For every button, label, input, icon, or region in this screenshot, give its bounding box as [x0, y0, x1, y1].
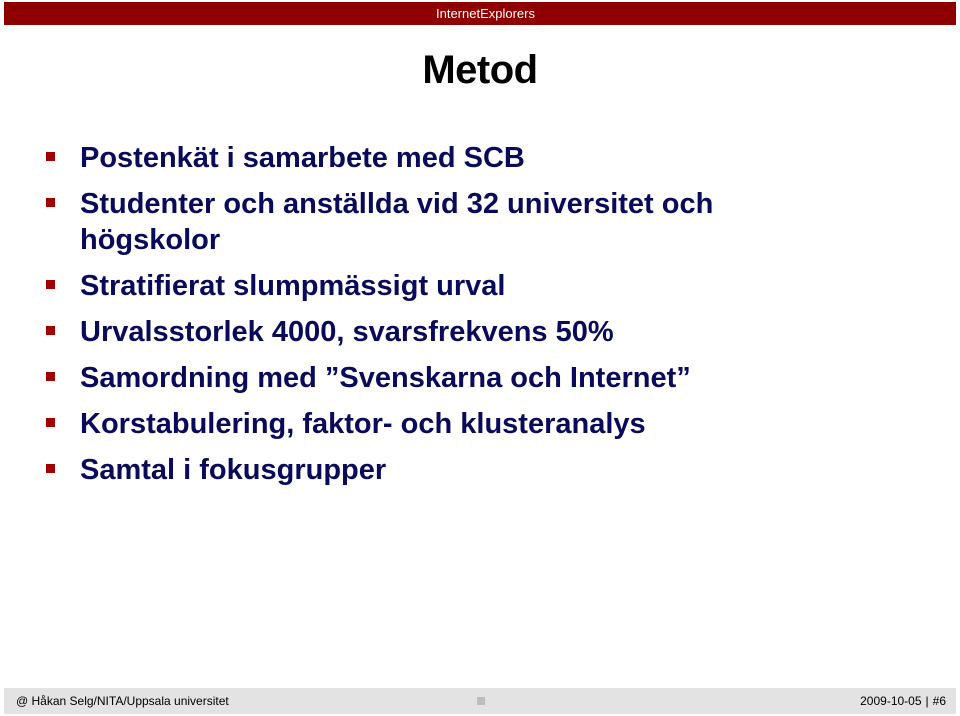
square-bullet-icon [46, 198, 55, 207]
slide-title: Metod [422, 48, 538, 92]
square-bullet-icon [46, 464, 55, 473]
square-bullet-icon [46, 152, 55, 161]
footer-separator: | [925, 694, 929, 708]
bullet-item [44, 268, 904, 304]
bullet-text: Studenter och anställda vid 32 universitet och högskolor [80, 188, 714, 256]
bullet-text: Postenkät i samarbete med SCB [80, 142, 525, 174]
footer-author: @ Håkan Selg/NITA/Uppsala universitet [16, 694, 229, 708]
footer-date: 2009-10-05 [860, 694, 922, 708]
bullet-text: Korstabulering, faktor- och klusteranalys [80, 408, 646, 440]
header-bar-title: InternetExplorers [436, 6, 535, 21]
footer-slide-number: #6 [932, 694, 946, 708]
square-bullet-icon [46, 372, 55, 381]
bullet-item [44, 186, 904, 258]
header-bar [4, 2, 956, 25]
bullet-item [44, 314, 904, 350]
square-marker-icon [477, 697, 485, 705]
bullet-text: Urvalsstorlek 4000, svarsfrekvens 50% [80, 316, 614, 348]
bullet-item [44, 140, 904, 176]
square-bullet-icon [46, 280, 55, 289]
square-bullet-icon [46, 326, 55, 335]
bullet-item [44, 452, 904, 488]
bullet-list [44, 140, 904, 498]
footer-bar [4, 688, 956, 714]
footer-meta [860, 694, 946, 709]
square-bullet-icon [46, 418, 55, 427]
bullet-item [44, 406, 904, 442]
bullet-text: Samordning med ”Svenskarna och Internet” [80, 362, 691, 394]
bullet-item [44, 360, 904, 396]
bullet-text: Stratifierat slumpmässigt urval [80, 270, 506, 302]
bullet-text: Samtal i fokusgrupper [80, 454, 387, 486]
